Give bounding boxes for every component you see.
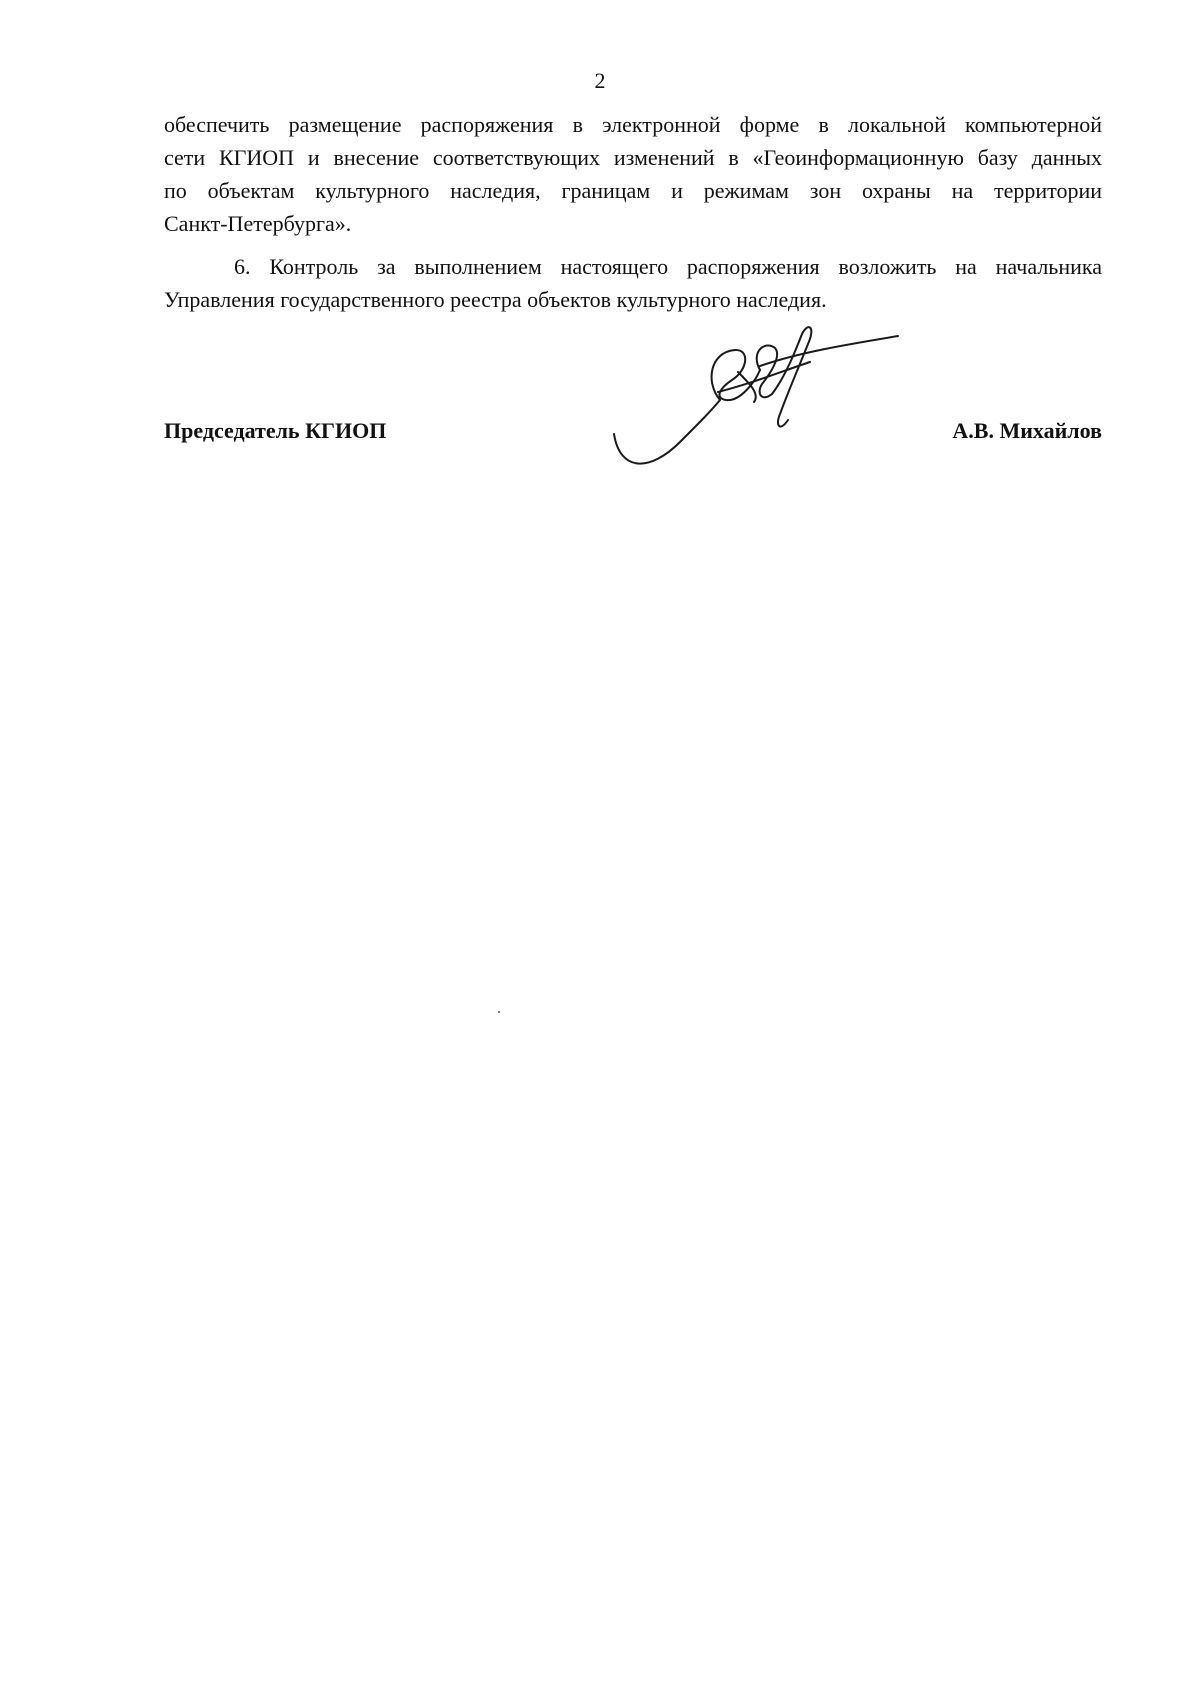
paragraph-1-line-4: Санкт-Петербурга». <box>164 211 352 236</box>
page-number: 2 <box>594 68 606 93</box>
paragraph-2-line-1: 6. Контроль за выполнением настоящего распоряжения возложить на начальника <box>234 254 1102 279</box>
paragraph-1-line-3: по объектам культурного наследия, границам и режимам зон охраны на территории <box>164 178 1102 203</box>
paragraph-2-line-2: Управления государственного реестра объектов культурного наследия. <box>164 287 827 312</box>
paragraph-gap <box>164 240 1102 250</box>
paragraph-1-line-2: сети КГИОП и внесение соответствующих изменений в «Геоинформационную базу данных <box>164 145 1102 170</box>
signature-block <box>164 416 1102 446</box>
body-text <box>164 108 1102 316</box>
paragraph-1-line-1: обеспечить размещение распоряжения в электронной форме в локальной компьютерной <box>164 112 1102 137</box>
handwritten-signature-icon <box>610 322 900 472</box>
scan-speck <box>498 1011 500 1013</box>
position-title: Председатель КГИОП <box>164 418 387 443</box>
signatory-name: А.В. Михайлов <box>952 418 1102 443</box>
